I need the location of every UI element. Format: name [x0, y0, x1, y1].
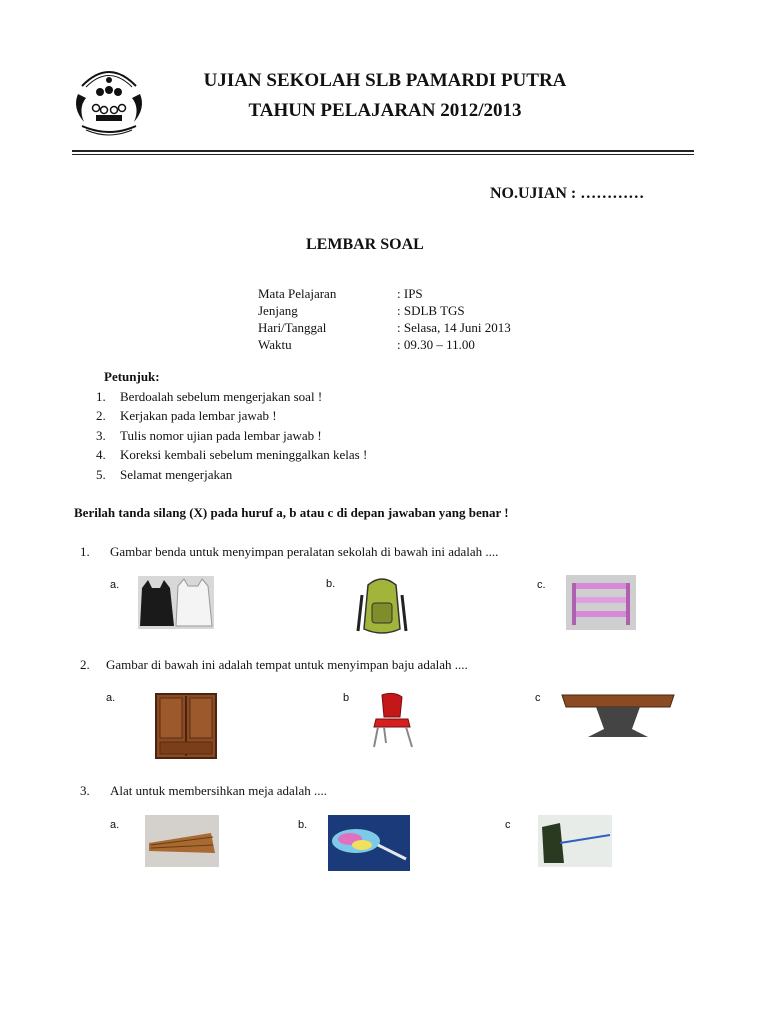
question-2-text: Gambar di bawah ini adalah tempat untuk menyimpan baju adalah ....: [106, 657, 468, 672]
header-divider-thin: [72, 154, 694, 155]
floor-broom-image: [538, 815, 612, 867]
question-1-number: 1.: [80, 544, 90, 559]
page-title: LEMBAR SOAL: [306, 236, 424, 253]
meta-key-subject: Mata Pelajaran: [258, 286, 337, 301]
shoe-rack-image: [566, 575, 636, 630]
meta-key-time: Waktu: [258, 337, 292, 352]
meta-key-date: Hari/Tanggal: [258, 320, 327, 335]
q1-option-a-label: a.: [110, 579, 120, 591]
instruction-item: 1. Berdoalah sebelum mengerjakan soal !: [96, 389, 323, 404]
q2-option-c-label: c: [535, 692, 541, 704]
meta-value-subject: : IPS: [397, 286, 423, 301]
header-title-line2: TAHUN PELAJARAN 2012/2013: [248, 100, 522, 121]
answer-instruction: Berilah tanda silang (X) pada huruf a, b atau c di depan jawaban yang benar !: [74, 505, 509, 520]
feather-duster-image: [328, 815, 410, 871]
meta-value-time: : 09.30 – 11.00: [397, 337, 475, 352]
school-logo: [72, 60, 146, 140]
meta-key-level: Jenjang: [258, 303, 298, 318]
q2-option-a-label: a.: [106, 692, 116, 704]
table-image: [560, 689, 676, 741]
q3-option-b-label: b.: [298, 819, 308, 831]
meta-value-date: : Selasa, 14 Juni 2013: [397, 320, 511, 335]
instruction-item: 4. Koreksi kembali sebelum meninggalkan kelas !: [96, 447, 368, 462]
meta-value-level: : SDLB TGS: [397, 303, 465, 318]
backpack-image: [354, 575, 410, 637]
q2-option-b-label: b: [343, 692, 350, 704]
plastic-bags-image: [138, 576, 214, 629]
exam-number: NO.UJIAN : …………: [490, 185, 645, 202]
header-title-line1: UJIAN SEKOLAH SLB PAMARDI PUTRA: [203, 70, 567, 91]
red-chair-image: [368, 691, 418, 749]
q3-option-a-label: a.: [110, 819, 120, 831]
instruction-item: 3. Tulis nomor ujian pada lembar jawab !: [96, 428, 322, 443]
question-3-number: 3.: [80, 783, 90, 798]
q1-option-b-label: b.: [326, 578, 336, 590]
question-2-number: 2.: [80, 657, 90, 672]
question-1-text: Gambar benda untuk menyimpan peralatan sekolah di bawah ini adalah ....: [110, 544, 499, 559]
q1-option-c-label: c.: [537, 579, 546, 591]
q3-option-c-label: c: [505, 819, 511, 831]
instruction-item: 2. Kerjakan pada lembar jawab !: [96, 408, 277, 423]
instruction-item: 5. Selamat mengerjakan: [96, 467, 233, 482]
header-divider-thick: [72, 150, 694, 152]
stick-broom-image: [145, 815, 219, 867]
instructions-title: Petunjuk:: [104, 369, 160, 384]
wardrobe-image: [154, 692, 218, 760]
question-3-text: Alat untuk membersihkan meja adalah ....: [110, 783, 327, 798]
